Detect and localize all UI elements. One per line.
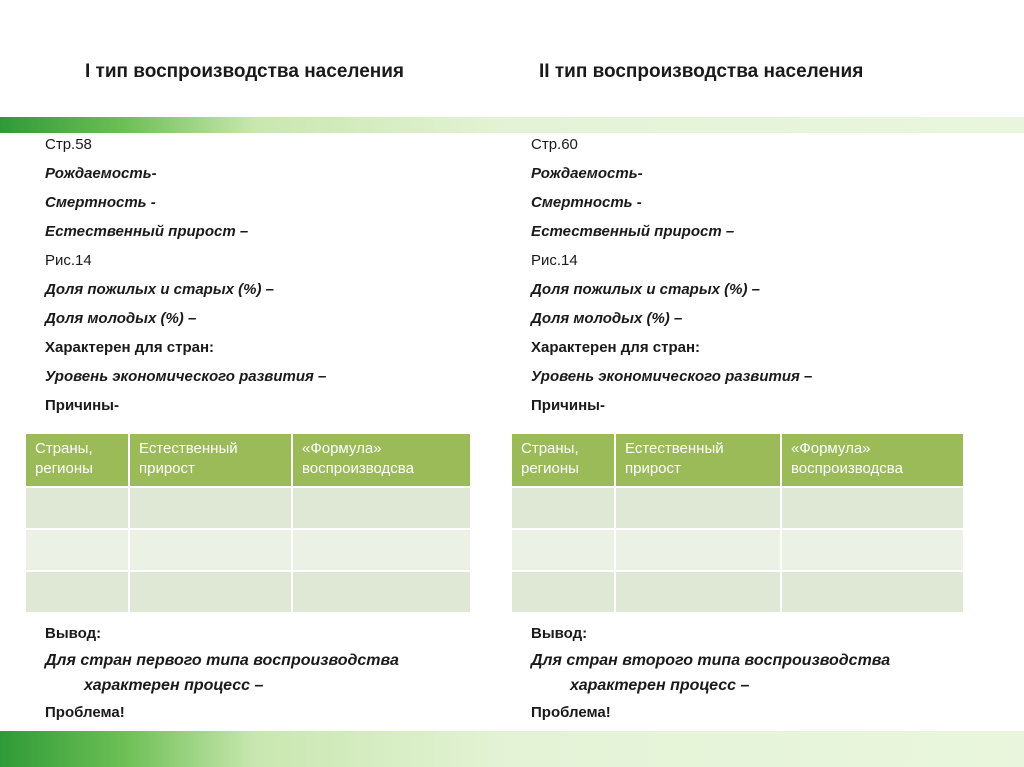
natural-growth-label: Естественный прирост –	[531, 223, 735, 240]
table-cell[interactable]	[616, 530, 780, 570]
header-formula	[293, 434, 470, 486]
conclusion-label: Вывод:	[45, 625, 102, 642]
header-natural-growth	[616, 434, 780, 486]
problem-label: Проблема!	[531, 704, 611, 721]
birth-rate-label: Рождаемость-	[531, 165, 643, 182]
conclusion-text: Для стран первого типа воспроизводства	[45, 652, 399, 669]
table-cell[interactable]	[293, 530, 470, 570]
table-cell[interactable]	[616, 572, 780, 612]
elderly-share-label: Доля пожилых и старых (%) –	[531, 281, 760, 298]
left-table	[24, 432, 472, 614]
problem-label: Проблема!	[45, 704, 125, 721]
natural-growth-label: Естественный прирост –	[45, 223, 249, 240]
countries-label: Характерен для стран:	[531, 339, 700, 356]
page-reference: Стр.60	[531, 136, 578, 153]
economic-level-label: Уровень экономического развития –	[531, 368, 813, 385]
right-table	[510, 432, 965, 614]
header-countries	[26, 434, 128, 486]
reasons-label: Причины-	[45, 397, 119, 414]
header-line: прирост	[139, 460, 195, 477]
header-line: воспроизводсва	[791, 460, 903, 477]
table-cell[interactable]	[782, 530, 963, 570]
death-rate-label: Смертность -	[45, 194, 156, 211]
table-row	[26, 488, 470, 528]
table-cell[interactable]	[26, 530, 128, 570]
table-row	[26, 530, 470, 570]
figure-reference: Рис.14	[45, 252, 92, 269]
header-line: Естественный	[625, 440, 724, 457]
table-cell[interactable]	[512, 572, 614, 612]
header-line: регионы	[35, 460, 93, 477]
header-line: «Формула»	[791, 440, 871, 457]
page-reference: Стр.58	[45, 136, 92, 153]
figure-reference: Рис.14	[531, 252, 578, 269]
table-cell[interactable]	[130, 572, 291, 612]
right-column	[531, 130, 812, 420]
table-cell[interactable]	[26, 488, 128, 528]
reasons-label: Причины-	[531, 397, 605, 414]
table-cell[interactable]	[782, 572, 963, 612]
table-cell[interactable]	[130, 530, 291, 570]
table-row	[512, 572, 963, 612]
conclusion-label: Вывод:	[531, 625, 588, 642]
table-cell[interactable]	[782, 488, 963, 528]
header-line: «Формула»	[302, 440, 382, 457]
header-line: прирост	[625, 460, 681, 477]
death-rate-label: Смертность -	[531, 194, 642, 211]
title-type-1: I тип воспроизводства населения	[85, 61, 405, 82]
bottom-decorative-band	[0, 731, 1024, 767]
left-conclusion	[45, 619, 399, 727]
conclusion-text: Для стран второго типа воспроизводства	[531, 652, 891, 669]
table-header-row	[26, 434, 470, 486]
header-line: Страны,	[521, 440, 579, 457]
header-formula	[782, 434, 963, 486]
elderly-share-label: Доля пожилых и старых (%) –	[45, 281, 274, 298]
table-row	[512, 530, 963, 570]
table-cell[interactable]	[512, 530, 614, 570]
header-line: регионы	[521, 460, 579, 477]
header-line: Страны,	[35, 440, 93, 457]
right-conclusion	[531, 619, 890, 727]
header-natural-growth	[130, 434, 291, 486]
young-share-label: Доля молодых (%) –	[45, 310, 197, 327]
countries-label: Характерен для стран:	[45, 339, 214, 356]
header-line: Естественный	[139, 440, 238, 457]
table-row	[512, 488, 963, 528]
young-share-label: Доля молодых (%) –	[531, 310, 683, 327]
table-cell[interactable]	[130, 488, 291, 528]
table-header-row	[512, 434, 963, 486]
left-column	[45, 130, 326, 420]
birth-rate-label: Рождаемость-	[45, 165, 157, 182]
table-cell[interactable]	[616, 488, 780, 528]
table-cell[interactable]	[512, 488, 614, 528]
table-cell[interactable]	[293, 488, 470, 528]
conclusion-text-cont: характерен процесс –	[570, 677, 750, 694]
table-cell[interactable]	[26, 572, 128, 612]
header-line: воспроизводсва	[302, 460, 414, 477]
header-countries	[512, 434, 614, 486]
table-row	[26, 572, 470, 612]
economic-level-label: Уровень экономического развития –	[45, 368, 327, 385]
table-cell[interactable]	[293, 572, 470, 612]
conclusion-text-cont: характерен процесс –	[84, 677, 264, 694]
title-type-2: II тип воспроизводства населения	[539, 61, 864, 82]
